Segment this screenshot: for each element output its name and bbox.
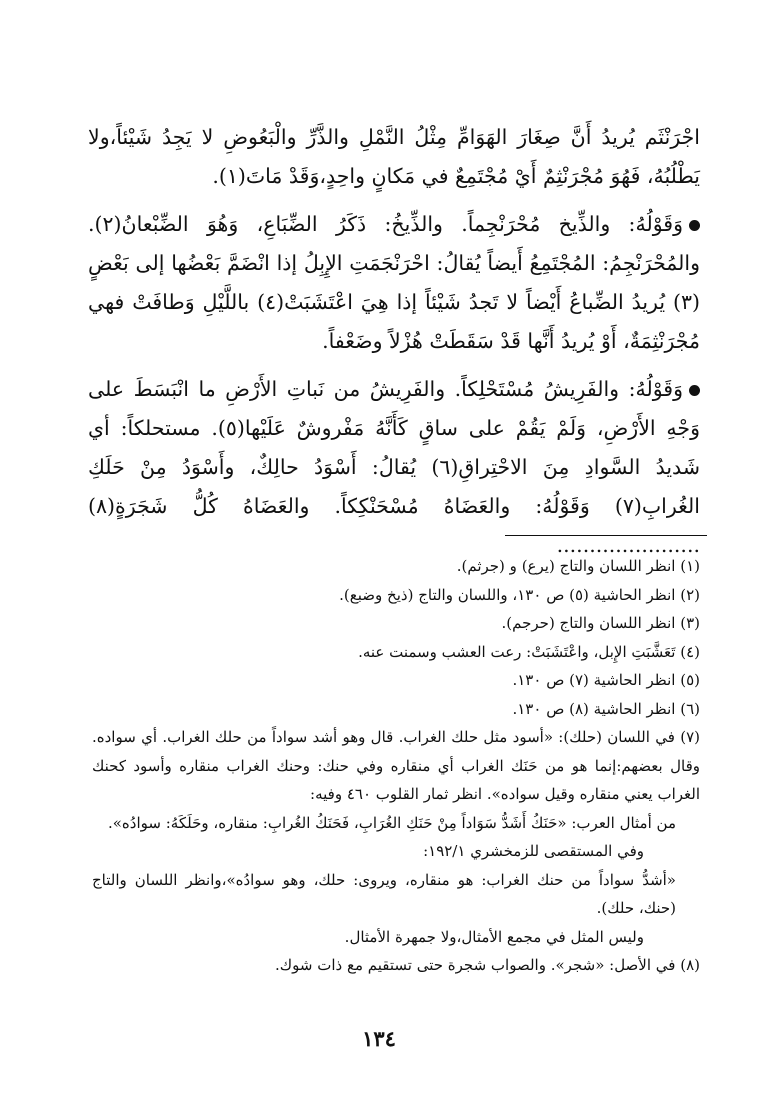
bullet-icon	[689, 220, 700, 231]
footnote-5: (٥) انظر الحاشية (٧) ص ١٣٠.	[512, 671, 700, 689]
dotted-leader: ......................	[556, 533, 700, 557]
footnote-separator	[505, 535, 707, 536]
footnote-4: (٤) تَعَشَّبَتِ الإِبل، واعْتَشَبَتْ: رعت العشب وسمنت عنه.	[358, 642, 700, 661]
footnote-7-mustaqsa: وفي المستقصى للزمخشري ١٩٢/١:	[423, 842, 644, 860]
footnote-8: (٨) في الأصل: «شجر». والصواب شجرة حتى تستقيم مع ذات شوك.	[275, 956, 700, 974]
footnote-7: (٧) في اللسان (حلك): «أسود مثل حلك الغراب. قال وهو أشد سواداً من حلك الغراب. أي سواده. وقال بعضهم:إنما هو من حَنَك الغراب أي منقاره وفي حنك: وحنك الغراب منقاره وأسود كحنك الغراب يعني منقاره وقيل سواده». انظر ثمار القلوب ٤٦٠ وفيه:	[92, 728, 700, 803]
page-number: ١٣٤	[362, 1026, 396, 1051]
footnote-3: (٣) انظر اللسان والتاج (حرجم).	[501, 614, 700, 632]
paragraph-3-text: وَقَوْلُهُ: والفَرِيشُ مُسْتَحْلِكاً. والفَرِيشُ من نَباتِ الأَرْضِ ما انْبَسَطَ على وَجْهِ الأَرْضِ، وَلَمْ يَقُمْ على ساقٍ كَأَنَّهُ مَفْروشٌ عَلَيْها(٥). مستحلكاً: أي شَديدُ السَّوادِ مِنَ الاحْتِراقِ(٦) يُقالُ: أَسْوَدُ حالِكٌ، وأَسْوَدُ مِنْ حَلَكِ الغُرابِ(٧) وَقَوْلُهُ: والعَضَاهُ مُسْحَنْكِكاً. والعَضَاهُ كُلُّ شَجَرَةٍ(٨)	[88, 377, 700, 518]
paragraph-2	[88, 205, 700, 361]
main-text	[88, 118, 700, 574]
paragraph-1-text: اجْرَنْثَم يُريدُ أَنَّ صِغَارَ الهَوَامِّ مِثْلُ النَّمْلِ والذَّرِّ والْبَعُوضِ لا يَجِدُ شَيْئاً،ولا يَطْلُبُهُ، فَهُوَ مُجْرَنْثِمٌ أَيْ مُجْتَمِعٌ في مَكانٍ واحِدٍ،وَقَدْ مَاتَ(١).	[88, 125, 700, 188]
paragraph-1	[88, 118, 700, 196]
footnotes	[92, 552, 700, 980]
footnote-7-note: وليس المثل في مجمع الأمثال،ولا جمهرة الأمثال.	[344, 927, 644, 946]
footnote-2: (٢) انظر الحاشية (٥) ص ١٣٠، واللسان والتاج (ذيخ وضبع).	[339, 585, 700, 604]
footnote-7-proverb: من أمثال العرب: «حَنَكُ أَشَدُّ سَوَاداً مِنْ حَنَكِ الغُرَابِ، فَحَنَكُ الغُرابِ: منقاره، وحَلَكَهُ: سوادُه».	[107, 813, 676, 832]
paragraph-2-text: وَقَوْلُهُ: والذِّيخ مُحْرَنْجِماً. والذِّيخُ: ذَكَرُ الضِّبَاعِ، وَهُوَ الضِّبْعانُ(٢). والمُحْرَنْجِمُ: المُجْتَمِعُ أَيضاً يُقالُ: احْرَنْجَمَتِ الإِبِلُ إذا انْضَمَّ بَعْضُها إلى بَعْضٍ (٣) يُريدُ الضِّباعُ أَيْضاً لا تَجدُ شَيْئاً إذا هِيَ اعْتَشَبَتْ(٤) باللَّيْلِ وَطافَتْ فهي مُجْرَنْثِمَةٌ، أَوْ يُريدُ أَنَّها قَدْ سَقَطَتْ هُزْلاً وضَعْفاً.	[88, 212, 700, 353]
footnote-1: (١) انظر اللسان والتاج (يرع) و (جرثم).	[456, 557, 700, 575]
bullet-icon	[689, 385, 700, 396]
footnote-6: (٦) انظر الحاشية (٨) ص ١٣٠.	[512, 699, 700, 718]
footnote-7-quote: «أشدُّ سواداً من حنك الغراب: هو منقاره، ويروى: حلك، وهو سوادُه»،وانظر اللسان والتاج (حنك، حلك).	[92, 870, 676, 917]
